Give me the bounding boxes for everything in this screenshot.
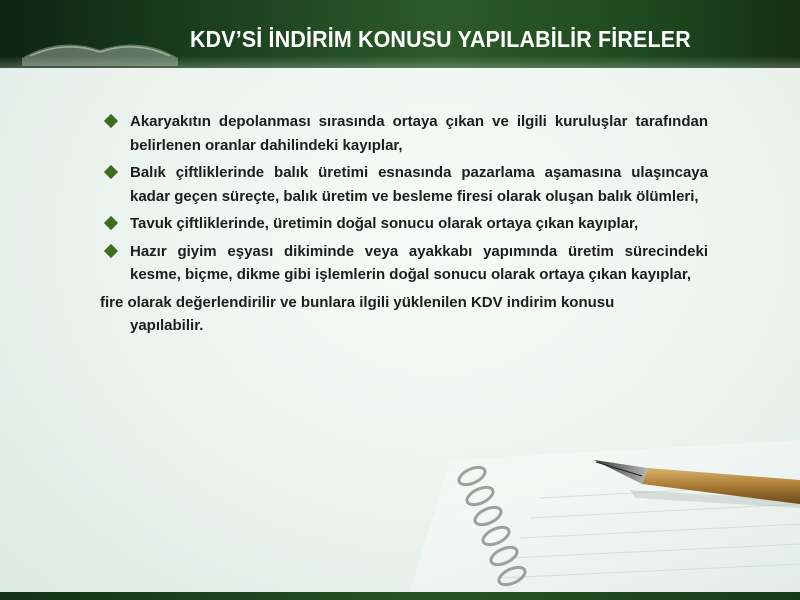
list-item <box>100 161 708 208</box>
notebook-pen-decoration <box>380 380 800 592</box>
title-band-highlight <box>0 56 800 68</box>
list-item <box>100 240 708 287</box>
bullet-text: Balık çiftliklerinde balık üretimi esnasında pazarlama aşamasına ulaşıncaya kadar geçen süreçte, balık üretim ve besleme firesi olarak oluşan balık ölümleri, <box>130 164 708 205</box>
bullet-text: Hazır giyim eşyası dikiminde veya ayakkabı yapımında üretim sürecindeki kesme, biçme, dikme gibi işlemlerin doğal sonucu olarak ortaya çıkan kayıplar, <box>130 242 708 283</box>
diamond-bullet-icon <box>104 165 118 179</box>
list-item <box>100 212 708 236</box>
diamond-bullet-icon <box>104 216 118 230</box>
diamond-bullet-icon <box>104 114 118 128</box>
slide-content <box>100 110 708 338</box>
closing-line-1: fire olarak değerlendirilir ve bunlara ilgili yüklenilen KDV indirim konusu <box>100 293 615 311</box>
title-band <box>0 0 800 68</box>
bullet-text: Tavuk çiftliklerinde, üretimin doğal sonucu olarak ortaya çıkan kayıplar, <box>130 215 639 232</box>
bullet-text: Akaryakıtın depolanması sırasında ortaya çıkan ve ilgili kuruluşlar tarafından belirlenen oranlar dahilindeki kayıplar, <box>130 113 708 154</box>
bottom-rule <box>0 592 800 600</box>
slide-title: KDV’Sİ İNDİRİM KONUSU YAPILABİLİR FİRELER <box>190 26 691 52</box>
closing-line-2: yapılabilir. <box>130 317 204 334</box>
bullet-list <box>100 110 708 287</box>
list-item <box>100 110 708 157</box>
closing-paragraph <box>100 291 708 338</box>
diamond-bullet-icon <box>104 243 118 257</box>
